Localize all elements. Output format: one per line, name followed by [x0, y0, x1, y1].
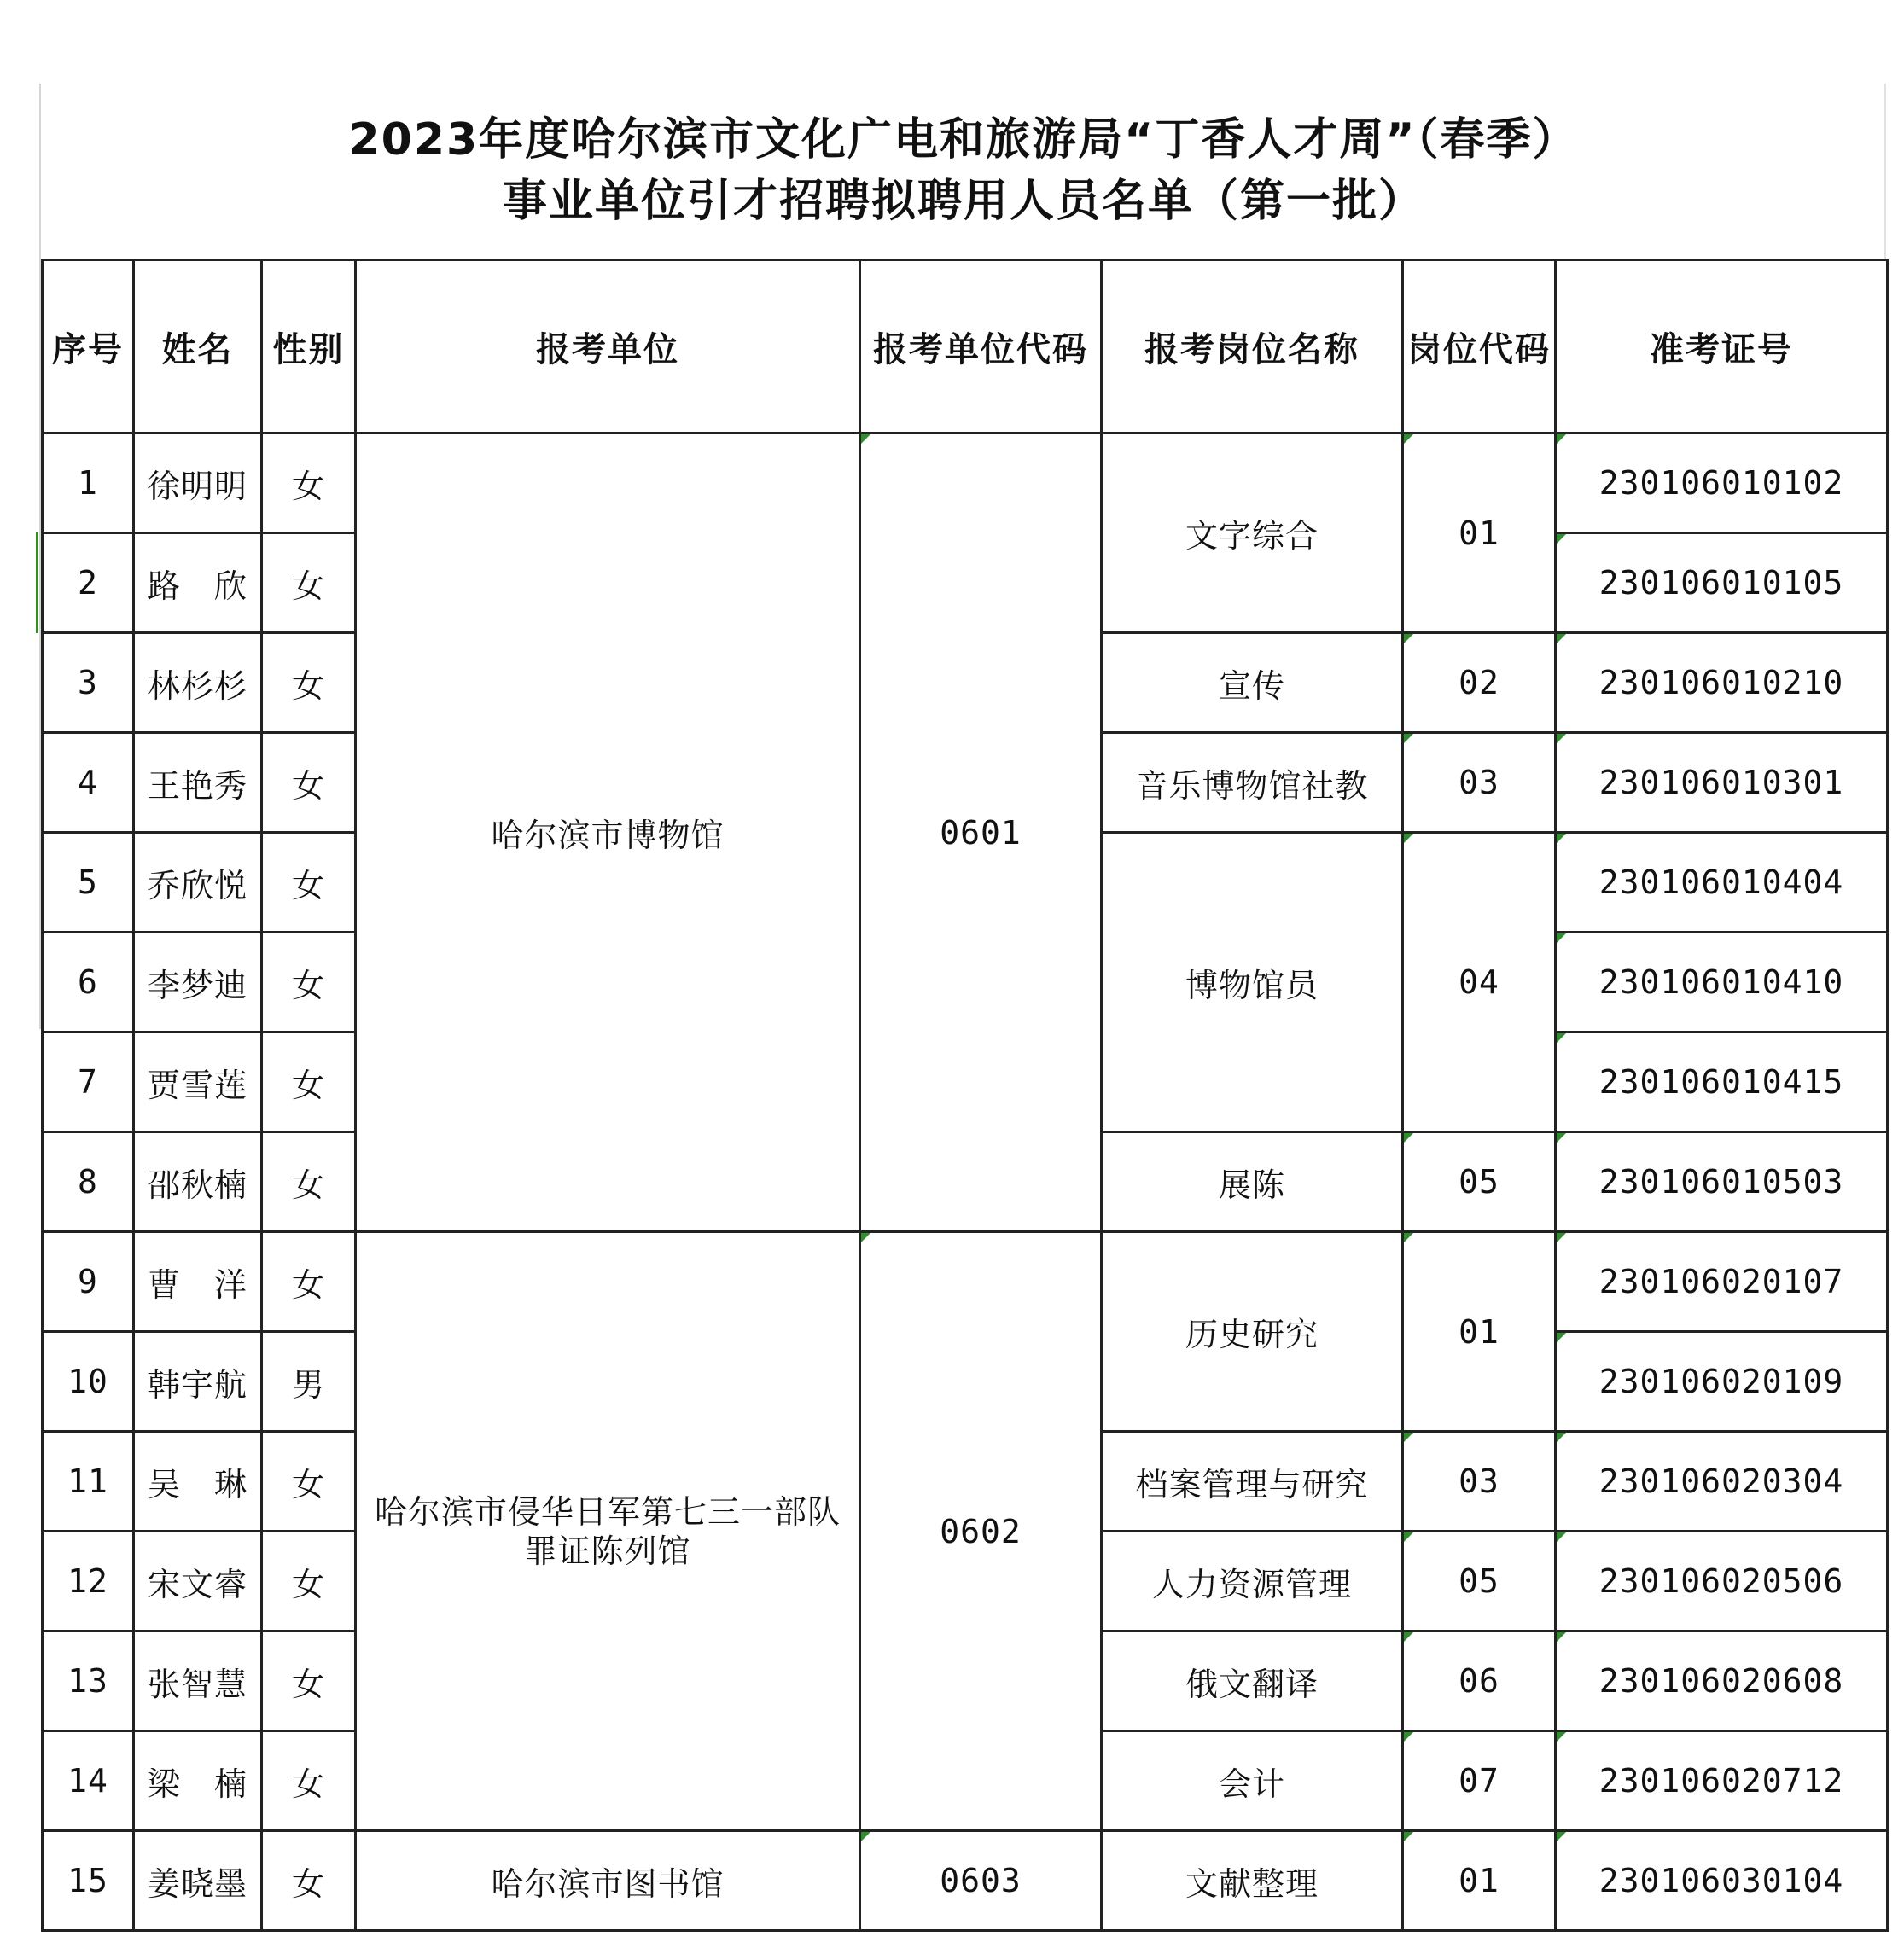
name-cell[interactable]: 徐明明 — [134, 433, 262, 533]
post-code-cell[interactable]: 05 — [1403, 1532, 1556, 1631]
name-cell[interactable]: 吴 琳 — [134, 1432, 262, 1532]
unit-cell[interactable]: 哈尔滨市博物馆 — [356, 433, 860, 1232]
post-cell[interactable]: 档案管理与研究 — [1102, 1432, 1403, 1532]
post-code-cell[interactable]: 04 — [1403, 833, 1556, 1132]
header-row — [43, 260, 1888, 433]
seq-cell[interactable]: 2 — [43, 533, 134, 633]
ticket-cell[interactable]: 230106020107 — [1556, 1232, 1888, 1332]
ticket-cell[interactable]: 230106020109 — [1556, 1332, 1888, 1432]
seq-cell[interactable]: 1 — [43, 433, 134, 533]
table-row — [43, 433, 1888, 533]
title-line-2: 事业单位引才招聘拟聘用人员名单（第一批） — [502, 176, 1424, 227]
unit-cell[interactable]: 哈尔滨市图书馆 — [356, 1831, 860, 1931]
ticket-cell[interactable]: 230106010503 — [1556, 1132, 1888, 1232]
seq-cell[interactable]: 15 — [43, 1831, 134, 1931]
seq-cell[interactable]: 14 — [43, 1731, 134, 1831]
ticket-cell[interactable]: 230106010102 — [1556, 433, 1888, 533]
ticket-cell[interactable]: 230106020506 — [1556, 1532, 1888, 1631]
name-cell[interactable]: 路 欣 — [134, 533, 262, 633]
ticket-cell[interactable]: 230106010415 — [1556, 1032, 1888, 1132]
gender-cell[interactable]: 女 — [262, 1032, 356, 1132]
post-cell[interactable]: 俄文翻译 — [1102, 1631, 1403, 1731]
seq-cell[interactable]: 8 — [43, 1132, 134, 1232]
header-ticket: 准考证号 — [1556, 260, 1888, 433]
name-cell[interactable]: 邵秋楠 — [134, 1132, 262, 1232]
name-cell[interactable]: 梁 楠 — [134, 1731, 262, 1831]
header-name: 姓名 — [134, 260, 262, 433]
post-cell[interactable]: 人力资源管理 — [1102, 1532, 1403, 1631]
header-post: 报考岗位名称 — [1102, 260, 1403, 433]
gender-cell[interactable]: 女 — [262, 1631, 356, 1731]
ticket-cell[interactable]: 230106020712 — [1556, 1731, 1888, 1831]
seq-cell[interactable]: 5 — [43, 833, 134, 933]
header-seq: 序号 — [43, 260, 134, 433]
name-cell[interactable]: 曹 洋 — [134, 1232, 262, 1332]
name-cell[interactable]: 贾雪莲 — [134, 1032, 262, 1132]
unit-code-cell[interactable]: 0602 — [860, 1232, 1102, 1831]
seq-cell[interactable]: 9 — [43, 1232, 134, 1332]
gender-cell[interactable]: 女 — [262, 933, 356, 1032]
gender-cell[interactable]: 女 — [262, 733, 356, 833]
header-gender: 性别 — [262, 260, 356, 433]
unit-name-line-2: 罪证陈列馆 — [524, 1532, 691, 1570]
post-code-cell[interactable]: 03 — [1403, 733, 1556, 833]
seq-cell[interactable]: 12 — [43, 1532, 134, 1631]
gender-cell[interactable]: 男 — [262, 1332, 356, 1432]
seq-cell[interactable]: 3 — [43, 633, 134, 733]
unit-cell[interactable] — [356, 1232, 860, 1831]
post-code-cell[interactable]: 01 — [1403, 433, 1556, 633]
post-cell[interactable]: 历史研究 — [1102, 1232, 1403, 1432]
post-cell[interactable]: 展陈 — [1102, 1132, 1403, 1232]
post-cell[interactable]: 音乐博物馆社教 — [1102, 733, 1403, 833]
title-line-1: 2023年度哈尔滨市文化广电和旅游局“丁香人才周”（春季） — [348, 114, 1579, 166]
name-cell[interactable]: 林杉杉 — [134, 633, 262, 733]
name-cell[interactable]: 姜晓墨 — [134, 1831, 262, 1931]
active-cell-marker — [36, 532, 38, 633]
post-cell[interactable]: 宣传 — [1102, 633, 1403, 733]
seq-cell[interactable]: 7 — [43, 1032, 134, 1132]
document-title — [41, 109, 1886, 232]
post-code-cell[interactable]: 01 — [1403, 1232, 1556, 1432]
name-cell[interactable]: 张智慧 — [134, 1631, 262, 1731]
unit-code-cell[interactable]: 0603 — [860, 1831, 1102, 1931]
name-cell[interactable]: 乔欣悦 — [134, 833, 262, 933]
ticket-cell[interactable]: 230106020608 — [1556, 1631, 1888, 1731]
name-cell[interactable]: 韩宇航 — [134, 1332, 262, 1432]
name-cell[interactable]: 李梦迪 — [134, 933, 262, 1032]
ticket-cell[interactable]: 230106020304 — [1556, 1432, 1888, 1532]
post-code-cell[interactable]: 06 — [1403, 1631, 1556, 1731]
post-code-cell[interactable]: 07 — [1403, 1731, 1556, 1831]
gender-cell[interactable]: 女 — [262, 1532, 356, 1631]
gender-cell[interactable]: 女 — [262, 1731, 356, 1831]
post-cell[interactable]: 文献整理 — [1102, 1831, 1403, 1931]
post-code-cell[interactable]: 05 — [1403, 1132, 1556, 1232]
unit-name-line-1: 哈尔滨市侵华日军第七三一部队 — [374, 1492, 841, 1531]
header-unit: 报考单位 — [356, 260, 860, 433]
gender-cell[interactable]: 女 — [262, 1432, 356, 1532]
header-unit-code: 报考单位代码 — [860, 260, 1102, 433]
name-cell[interactable]: 宋文睿 — [134, 1532, 262, 1631]
ticket-cell[interactable]: 230106010301 — [1556, 733, 1888, 833]
gender-cell[interactable]: 女 — [262, 833, 356, 933]
post-code-cell[interactable]: 03 — [1403, 1432, 1556, 1532]
ticket-cell[interactable]: 230106010210 — [1556, 633, 1888, 733]
table-row — [43, 1831, 1888, 1931]
candidate-table — [41, 259, 1889, 1932]
ticket-cell[interactable]: 230106030104 — [1556, 1831, 1888, 1931]
ticket-cell[interactable]: 230106010105 — [1556, 533, 1888, 633]
gender-cell[interactable]: 女 — [262, 1831, 356, 1931]
seq-cell[interactable]: 10 — [43, 1332, 134, 1432]
post-cell[interactable]: 文字综合 — [1102, 433, 1403, 633]
name-cell[interactable]: 王艳秀 — [134, 733, 262, 833]
seq-cell[interactable]: 4 — [43, 733, 134, 833]
post-code-cell[interactable]: 01 — [1403, 1831, 1556, 1931]
post-code-cell[interactable]: 02 — [1403, 633, 1556, 733]
gender-cell[interactable]: 女 — [262, 433, 356, 533]
header-post-code: 岗位代码 — [1403, 260, 1556, 433]
seq-cell[interactable]: 11 — [43, 1432, 134, 1532]
unit-code-cell[interactable]: 0601 — [860, 433, 1102, 1232]
table-row — [43, 1232, 1888, 1332]
gender-cell[interactable]: 女 — [262, 633, 356, 733]
gender-cell[interactable]: 女 — [262, 1232, 356, 1332]
gender-cell[interactable]: 女 — [262, 1132, 356, 1232]
post-cell[interactable]: 博物馆员 — [1102, 833, 1403, 1132]
seq-cell[interactable]: 13 — [43, 1631, 134, 1731]
seq-cell[interactable]: 6 — [43, 933, 134, 1032]
ticket-cell[interactable]: 230106010410 — [1556, 933, 1888, 1032]
post-cell[interactable]: 会计 — [1102, 1731, 1403, 1831]
gender-cell[interactable]: 女 — [262, 533, 356, 633]
ticket-cell[interactable]: 230106010404 — [1556, 833, 1888, 933]
